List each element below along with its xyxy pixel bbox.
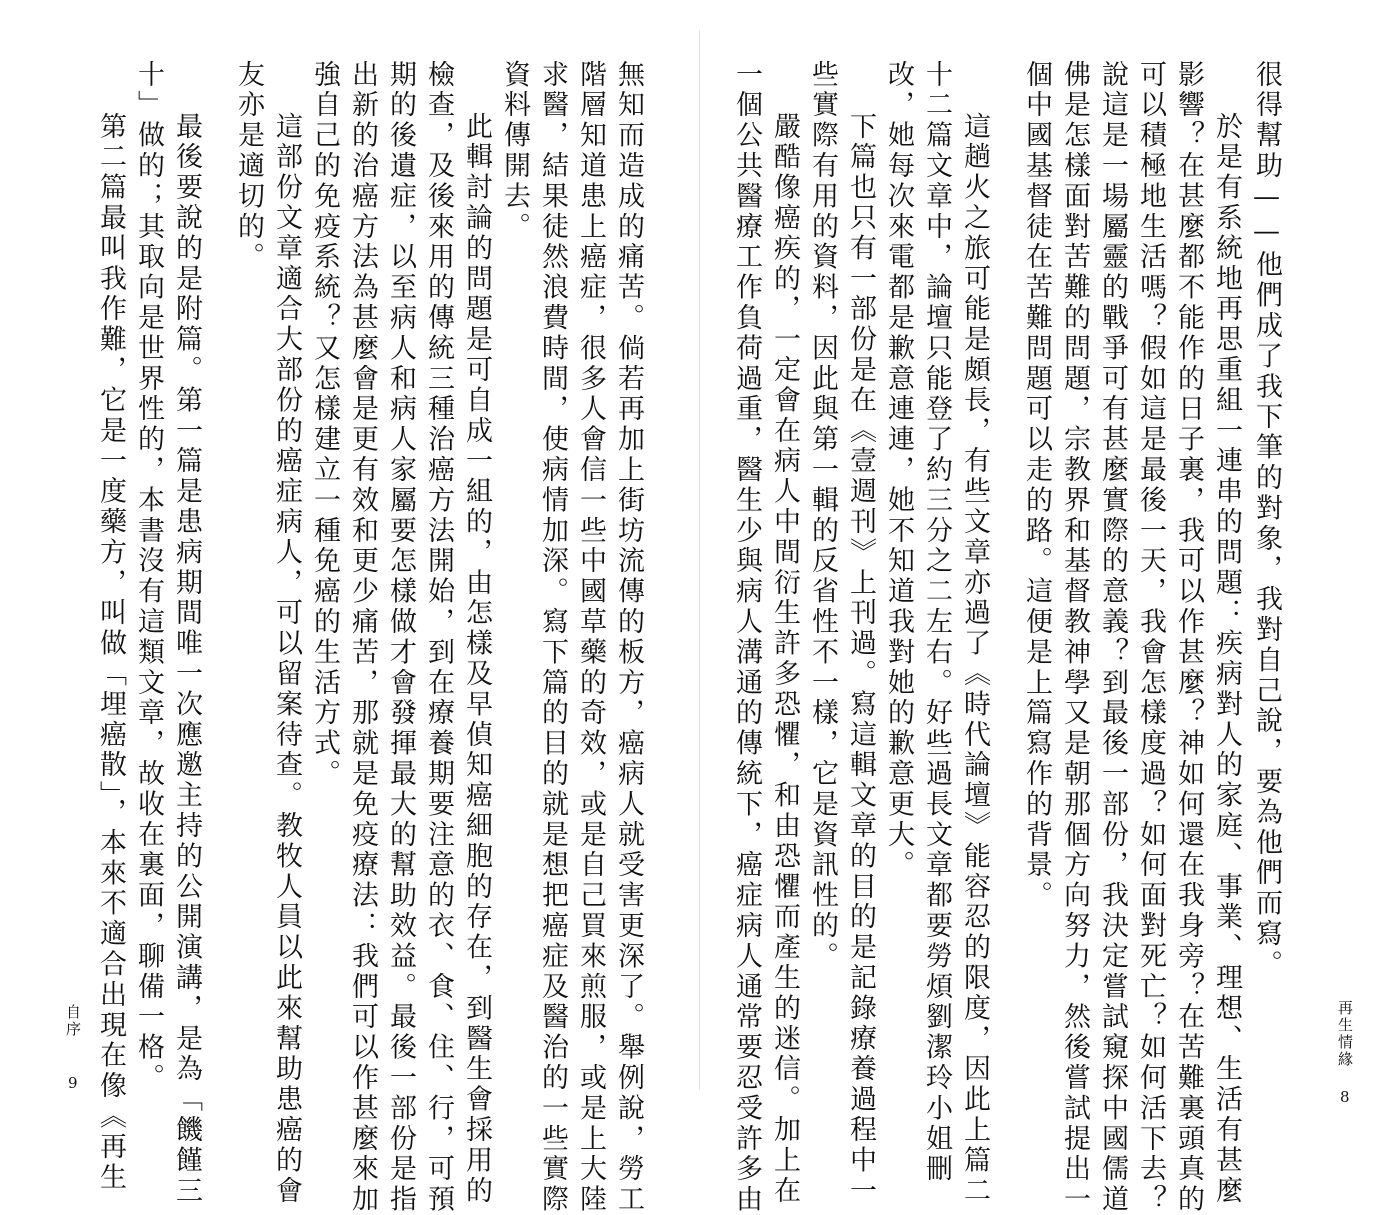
text-column: 十二篇文章中，論壇只能登了約三分之二左右。好些過長文章都要勞煩劉潔玲小姐刪 <box>921 60 952 1185</box>
text-column: 求醫，結果徒然浪費時間，使病情加深。寫下篇的目的就是想把癌症及醫治的一些實際 <box>537 60 568 1215</box>
text-column: 十」做的；其取向是世界性的，本書沒有這類文章，故收在裏面，聊備一格。 <box>133 60 164 1094</box>
text-column: 期的後遺症，以至病人和病人家屬要怎樣做才會發揮最大的幫助效益。最後一部份是指 <box>385 60 416 1215</box>
text-column: 友亦是適切的。 <box>233 60 264 273</box>
text-column: 一個公共醫療工作負荷過重，醫生少與病人溝通的傳統下，癌症病人通常要忍受許多由 <box>731 60 762 1215</box>
text-column: 第二篇最叫我作難，它是一度藥方，叫做「埋癌散」，本來不適合出現在像《再生 <box>95 112 126 1193</box>
text-column: 強自己的免疫系統？又怎樣建立一種免癌的生活方式。 <box>309 60 340 790</box>
text-column: 很得幫助——他們成了我下筆的對象，我對自己說，要為他們而寫。 <box>1251 60 1282 980</box>
text-column: 嚴酷像癌疾的，一定會在病人中間衍生許多恐懼，和由恐懼而產生的迷信。加上在 <box>769 112 800 1207</box>
page-number: 8 <box>1340 1088 1350 1106</box>
text-column: 資料傳開去。 <box>499 60 530 243</box>
page-number: 9 <box>68 1074 78 1092</box>
text-column: 最後要說的是附篇。第一篇是患病期間唯一次應邀主持的公開演講，是為「饑饉三 <box>171 112 202 1207</box>
text-column: 改，她每次來電都是歉意連連，她不知道我對她的歉意更大。 <box>883 60 914 881</box>
text-column: 影響？在甚麼都不能作的日子裏，我可以作甚麼？神如何還在我身旁？在苦難裏頭真的 <box>1173 60 1204 1215</box>
text-column: 出新的治癌方法為甚麼會是更有效和更少痛苦，那就是免疫療法：我們可以作甚麼來加 <box>347 60 378 1215</box>
text-column: 階層知道患上癌症，很多人會信一些中國草藥的奇效，或是自己買來煎服，或是上大陸 <box>575 60 606 1215</box>
text-column: 可以積極地生活嗎？假如這是最後一天，我會怎樣度過？如何面對死亡？如何活下去？ <box>1135 60 1166 1215</box>
running-head: 再生情緣 <box>1336 1000 1354 1068</box>
text-column: 於是有系統地再思重組一連串的問題：疾病對人的家庭、事業、理想、生活有甚麼 <box>1211 112 1242 1207</box>
text-column: 這趟火之旅可能是頗長，有些文章亦過了《時代論壇》能容忍的限度，因此上篇二 <box>959 112 990 1207</box>
text-column: 些實際有用的資料，因此與第一輯的反省性不一樣，它是資訊性的。 <box>807 60 838 972</box>
text-column: 個中國基督徒在苦難問題可以走的路。這便是上篇寫作的背景。 <box>1021 60 1052 912</box>
text-column: 下篇也只有一部份是在《壹週刊》上刊過。寫這輯文章的目的是記錄療養過程中一 <box>845 112 876 1207</box>
text-column: 無知而造成的痛苦。倘若再加上街坊流傳的板方，癌病人就受害更深了。舉例說，勞工 <box>613 60 644 1215</box>
text-column: 檢查，及後來用的傳統三種治癌方法開始，到在療養期要注意的衣、食、住、行，可預 <box>423 60 454 1215</box>
text-column: 佛是怎樣面對苦難的問題，宗教界和基督教神學又是朝那個方向努力，然後嘗試提出一 <box>1059 60 1090 1215</box>
running-head: 自序 <box>64 1004 82 1038</box>
text-column: 此輯討論的問題是可自成一組的，由怎樣及早偵知癌細胞的存在，到醫生會採用的 <box>461 112 492 1207</box>
text-column: 說這是一場屬靈的戰爭可有甚麼實際的意義？到最後一部份，我決定嘗試窺探中國儒道 <box>1097 60 1128 1215</box>
right-page <box>700 0 1400 1215</box>
text-column: 這部份文章適合大部份的癌症病人，可以留案待查。教牧人員以此來幫助患癌的會 <box>271 112 302 1207</box>
